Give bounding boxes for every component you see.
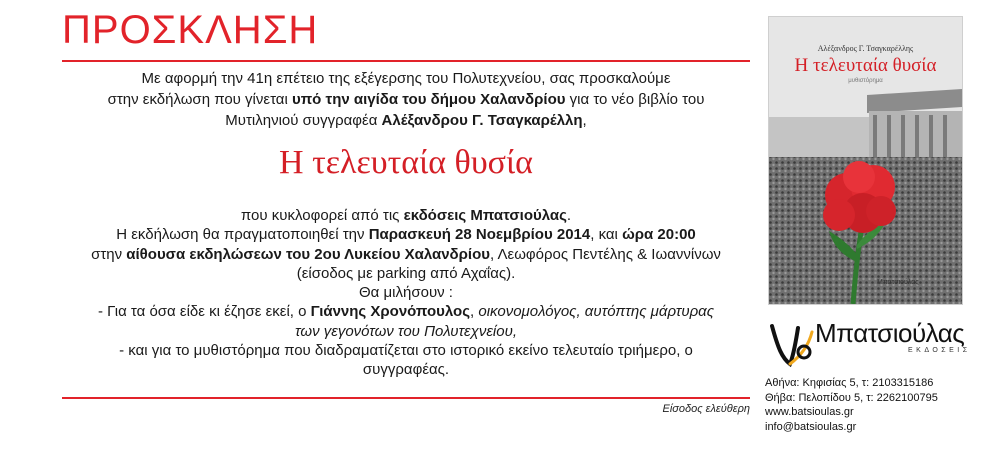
- cover-title: Η τελευταία θυσία: [794, 55, 937, 76]
- details-line-8: - και για το μυθιστόρημα που διαδραματίζεται στο ιστορικό εκείνο τελευταίο τριήμερο, ο: [119, 342, 693, 360]
- details-line-7: των γεγονότων του Πολυτεχνείου,: [294, 322, 518, 340]
- cover-author: Αλέξανδρος Γ. Τσαγκαρέλλης: [817, 44, 914, 53]
- details-line-3: στην αίθουσα εκδηλώσεων του 2ου Λυκείου Χαλανδρίου, Λεωφόρος Πεντέλης & Ιωαννίνων: [91, 245, 721, 263]
- intro-line-3: Μυτιληνιού συγγραφέα Αλέξανδρου Γ. Τσαγκαρέλλη,: [225, 112, 587, 129]
- event-details: [62, 206, 750, 380]
- cover-publisher: Μπατσιούλας: [877, 279, 919, 286]
- book-title: Η τελευταία θυσία: [279, 144, 533, 181]
- book-cover: [768, 16, 963, 305]
- free-entry-note: Είσοδος ελεύθερη: [662, 403, 750, 415]
- logo-name: Μπατσιούλας: [815, 318, 965, 348]
- bottom-divider: [62, 397, 750, 399]
- logo-swirl-icon: [768, 318, 814, 370]
- details-line-4: (είσοδος με parking από Αχαΐας).: [296, 264, 516, 282]
- cover-subtitle: μυθιστόρημα: [848, 78, 883, 84]
- details-line-9: συγγραφέας.: [362, 361, 450, 379]
- contact-email[interactable]: info@batsioulas.gr: [765, 420, 857, 433]
- top-divider: [62, 60, 750, 62]
- contact-website[interactable]: www.batsioulas.gr: [765, 406, 854, 418]
- details-line-1: που κυκλοφορεί από τις εκδόσεις Μπατσιούλας.: [240, 207, 572, 224]
- details-line-2: Η εκδήλωση θα πραγματοποιηθεί την Παρασκευή 28 Νοεμβρίου 2014, και ώρα 20:00: [116, 226, 696, 244]
- logo-tagline: ΕΚΔΟΣΕΙΣ: [908, 347, 971, 354]
- details-line-5: Θα μιλήσουν :: [359, 284, 453, 302]
- publisher-logo: [768, 318, 983, 370]
- contact-thiva: Θήβα: Πελοπίδου 5, τ: 2262100795: [765, 391, 938, 404]
- intro-line-1: Με αφορμή την 41η επέτειο της εξέγερσης του Πολυτεχνείου, σας προσκαλούμε: [141, 70, 671, 87]
- intro-text: [62, 68, 750, 131]
- contact-athens: Αθήνα: Κηφισίας 5, τ: 2103315186: [765, 377, 934, 389]
- intro-line-2: στην εκδήλωση που γίνεται υπό την αιγίδα του δήμου Χαλανδρίου για το νέο βιβλίο του: [107, 91, 705, 108]
- contact-info: [765, 376, 938, 434]
- details-line-6: - Για τα όσα είδε κι έζησε εκεί, ο Γιάννης Χρονόπουλος, οικονομολόγος, αυτόπτης μάρτυρας: [97, 303, 715, 321]
- invitation-heading: ΠΡΟΣΚΛΗΣΗ: [62, 8, 319, 52]
